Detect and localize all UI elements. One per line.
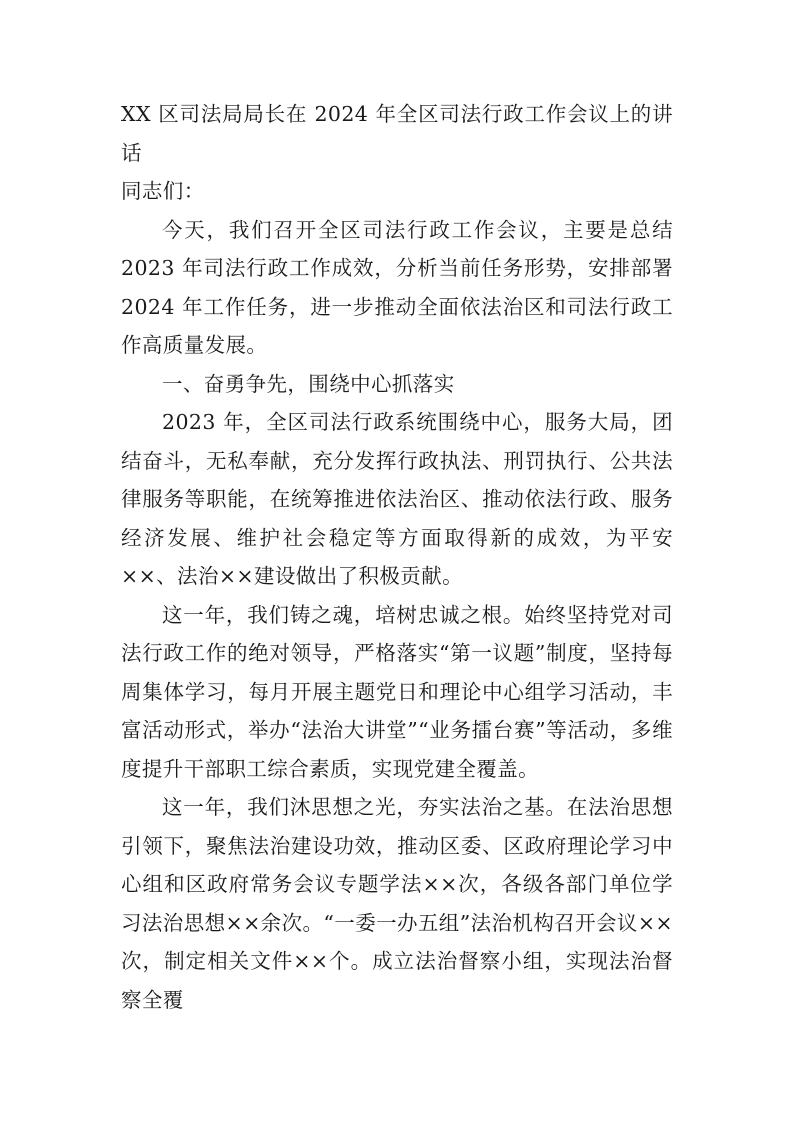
paragraph-2023-summary: 2023 年，全区司法行政系统围绕中心，服务大局，团结奋斗，无私奉献，充分发挥行政执法、刑罚执行、公共法律服务等职能，在统筹推进依法治区、推动依法行政、服务经济发展、维护社会稳定等方面取得新的成效，为平安××、法治××建设做出了积极贡献。	[121, 410, 673, 588]
document-title: XX 区司法局局长在 2024 年全区司法行政工作会议上的讲话	[121, 102, 673, 165]
paragraph-rule-of-law: 这一年，我们沐思想之光，夯实法治之基。在法治思想引领下，聚焦法治建设功效，推动区委、区政府理论学习中心组和区政府常务会议专题学法××次，各级各部门单位学习法治思想××余次。“一委一办五组”法治机构召开会议××次，制定相关文件××个。成立法治督察小组，实现法治督察全覆	[121, 795, 673, 1012]
section-heading-1: 一、奋勇争先，围绕中心抓落实	[162, 371, 455, 396]
paragraph-party-building: 这一年，我们铸之魂，培树忠诚之根。始终坚持党对司法行政工作的绝对领导，严格落实“第一议题”制度，坚持每周集体学习，每月开展主题党日和理论中心组学习活动，丰富活动形式，举办“法治大讲堂”“业务擂台赛”等活动，多维度提升干部职工综合素质，实现党建全覆盖。	[121, 602, 673, 781]
paragraph-intro: 今天，我们召开全区司法行政工作会议，主要是总结 2023 年司法行政工作成效，分析当前任务形势，安排部署 2024 年工作任务，进一步推动全面依法治区和司法行政工作高质量发展。	[121, 217, 673, 357]
salutation: 同志们：	[121, 179, 205, 203]
document-body	[121, 95, 673, 1019]
